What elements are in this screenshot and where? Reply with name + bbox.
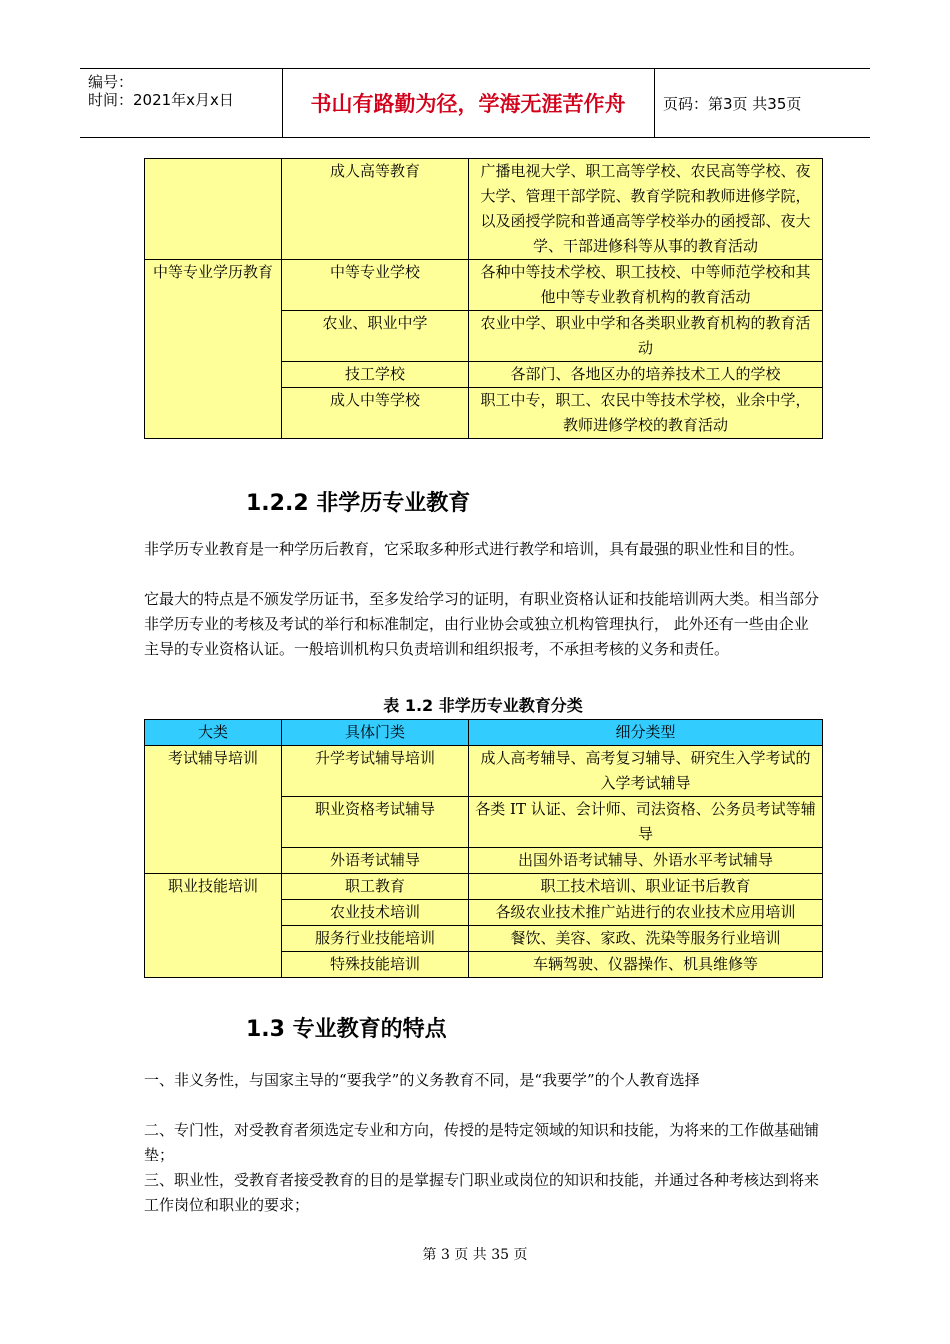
table-row <box>145 260 823 311</box>
table-cell-description: 餐饮、美容、家政、洗染等服务行业培训 <box>469 926 823 952</box>
table-caption: 表 1.2 非学历专业教育分类 <box>383 696 583 715</box>
table-row <box>145 746 823 797</box>
paragraph: 非学历专业教育是一种学历后教育，它采取多种形式进行教学和培训，具有最强的职业性和目的性。 <box>144 540 805 558</box>
paragraph: 它最大的特点是不颁发学历证书，至多发给学习的证明，有职业资格认证和技能培训两大类。相当部分非学历专业的考核及考试的举行和标准制定，由行业协会或独立机构管理执行， 此外还有一些由企业主导的专业资格认证。一般培训机构只负责培训和组织报考，不承担考核的义务和责任。 <box>144 590 820 658</box>
table-cell-description: 车辆驾驶、仪器操作、机具维修等 <box>469 952 823 978</box>
page-footer: 第 3 页 共 35 页 <box>422 1247 528 1263</box>
table-cell-description: 职工技术培训、职业证书后教育 <box>469 874 823 900</box>
table-header-row <box>145 720 823 746</box>
table-cell-subcategory: 农业技术培训 <box>282 900 469 926</box>
section-heading-1-2-2: 1.2.2 非学历专业教育 <box>246 491 471 516</box>
paragraph: 一、非义务性，与国家主导的“要我学”的义务教育不同，是“我要学”的个人教育选择 <box>144 1071 700 1089</box>
table-non-academic-education <box>144 719 823 978</box>
table-cell-category <box>145 159 282 260</box>
paragraph: 二、专门性，对受教育者须选定专业和方向，传授的是特定领域的知识和技能，为将来的工作做基础铺垫； <box>144 1121 820 1164</box>
table-cell-subcategory: 外语考试辅导 <box>282 848 469 874</box>
table-cell-subcategory: 服务行业技能培训 <box>282 926 469 952</box>
table-cell-subcategory: 成人高等教育 <box>282 159 469 260</box>
table-cell-description: 职工中专，职工、农民中等技术学校，业余中学，教师进修学校的教育活动 <box>469 388 823 439</box>
table-cell-description: 广播电视大学、职工高等学校、农民高等学校、夜大学、管理干部学院、教育学院和教师进修学院，以及函授学院和普通高等学校举办的函授部、夜大学、干部进修科等从事的教育活动 <box>469 159 823 260</box>
table-header-cell: 大类 <box>145 720 282 746</box>
paragraph: 三、职业性，受教育者接受教育的目的是掌握专门职业或岗位的知识和技能，并通过各种考核达到将来工作岗位和职业的要求； <box>144 1171 820 1214</box>
section-heading-1-3: 1.3 专业教育的特点 <box>246 1017 447 1042</box>
table-cell-category: 中等专业学历教育 <box>145 260 282 439</box>
table-cell-description: 各类 IT 认证、会计师、司法资格、公务员考试等辅导 <box>469 797 823 848</box>
table-cell-subcategory: 职业资格考试辅导 <box>282 797 469 848</box>
table-row <box>145 874 823 900</box>
table-cell-description: 各部门、各地区办的培养技术工人的学校 <box>469 362 823 388</box>
table-cell-subcategory: 成人中等学校 <box>282 388 469 439</box>
table-row <box>145 159 823 260</box>
header-meta <box>80 69 283 137</box>
table-cell-subcategory: 特殊技能培训 <box>282 952 469 978</box>
table-academic-education <box>144 158 823 439</box>
header-number: 编号： <box>88 73 134 91</box>
header-page-info: 页码：第3页 共35页 <box>663 94 802 113</box>
table-cell-description: 成人高考辅导、高考复习辅导、研究生入学考试的入学考试辅导 <box>469 746 823 797</box>
table-cell-subcategory: 技工学校 <box>282 362 469 388</box>
page-header <box>80 68 870 138</box>
table-cell-description: 各种中等技术学校、职工技校、中等师范学校和其他中等专业教育机构的教育活动 <box>469 260 823 311</box>
table-cell-description: 农业中学、职业中学和各类职业教育机构的教育活动 <box>469 311 823 362</box>
table-cell-subcategory: 农业、职业中学 <box>282 311 469 362</box>
table-cell-subcategory: 职工教育 <box>282 874 469 900</box>
header-date: 时间：2021年x月x日 <box>88 91 234 109</box>
table-cell-description: 出国外语考试辅导、外语水平考试辅导 <box>469 848 823 874</box>
table-cell-category: 考试辅导培训 <box>145 746 282 874</box>
table-cell-subcategory: 升学考试辅导培训 <box>282 746 469 797</box>
table-cell-subcategory: 中等专业学校 <box>282 260 469 311</box>
table-header-cell: 具体门类 <box>282 720 469 746</box>
table-cell-description: 各级农业技术推广站进行的农业技术应用培训 <box>469 900 823 926</box>
header-motto: 书山有路勤为径，学海无涯苦作舟 <box>282 69 655 137</box>
table-header-cell: 细分类型 <box>469 720 823 746</box>
table-cell-category: 职业技能培训 <box>145 874 282 978</box>
